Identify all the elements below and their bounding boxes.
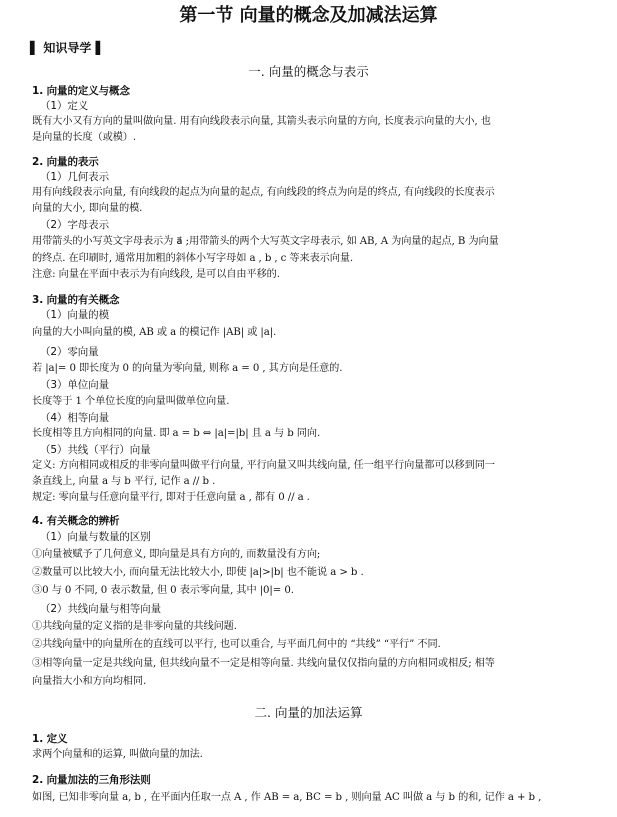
paragraph-line: 既有大小又有方向的量叫做向量. 用有向线段表示向量, 其箭头表示向量的方向, 长度表示向量的大小, 也	[32, 116, 491, 127]
subheading: （1）向量的模	[40, 309, 109, 321]
subheading: （3）单位向量	[40, 379, 109, 391]
heading-2: 2. 向量的表示	[32, 156, 99, 168]
paragraph-line: 向量的大小, 即向量的模.	[32, 203, 143, 214]
paragraph-line: ①共线向量的定义指的是非零向量的共线问题.	[32, 621, 237, 632]
subheading: （2）共线向量与相等向量	[40, 603, 161, 615]
paragraph-line: 若 |a|= 0 即长度为 0 的向量为零向量, 则称 a = 0 , 其方向是任意的.	[32, 363, 343, 374]
paragraph-line: 用带箭头的小写英文字母表示为 a⃗ ;用带箭头的两个大写英文字母表示, 如 AB, A 为向量的起点, B 为向量	[32, 236, 499, 247]
heading-1: 1. 向量的定义与概念	[32, 85, 130, 97]
subheading: （1）几何表示	[40, 171, 109, 183]
paragraph-line: 用有向线段表示向量, 有向线段的起点为向量的起点, 有向线段的终点为向是的终点, 有向线段的长度表示	[32, 187, 495, 198]
knowledge-guide-label: ▌ 知识导学 ▌	[30, 41, 105, 55]
paragraph-line: 的终点. 在印刷时, 通常用加粗的斜体小写字母如 a , b , c 等来表示向量.	[32, 253, 354, 264]
paragraph-line: 向量的大小叫向量的模, AB 或 a 的模记作 |AB| 或 |a|.	[32, 327, 277, 338]
paragraph-line: 条直线上, 向量 a 与 b 平行, 记作 a // b .	[32, 476, 216, 487]
note-line: 注意: 向量在平面中表示为有向线段, 是可以自由平移的.	[32, 269, 280, 280]
heading-3: 3. 向量的有关概念	[32, 294, 120, 306]
section-heading-2: 二. 向量的加法运算	[254, 705, 363, 720]
subheading: （2）字母表示	[40, 219, 109, 231]
paragraph-line: 是向量的长度（或模）.	[32, 132, 137, 143]
heading-1: 1. 定义	[32, 733, 68, 745]
paragraph-line: ②数量可以比较大小, 而向量无法比较大小, 即使 |a|>|b| 也不能说 a > b .	[32, 567, 364, 578]
paragraph-line: 长度相等且方向相同的向量. 即 a = b ⇔ |a|=|b| 且 a 与 b 同向.	[32, 428, 321, 439]
page-title: 第一节 向量的概念及加减法运算	[179, 5, 438, 26]
paragraph-line: ①向量被赋予了几何意义, 即向量是具有方向的, 而数量没有方向;	[32, 549, 321, 560]
heading-2: 2. 向量加法的三角形法则	[32, 774, 151, 786]
subheading: （4）相等向量	[40, 412, 109, 424]
heading-4: 4. 有关概念的辨析	[32, 515, 120, 527]
paragraph-line: 求两个向量和的运算, 叫做向量的加法.	[32, 749, 203, 760]
section-heading-1: 一. 向量的概念与表示	[248, 64, 369, 79]
rule-line: 规定: 零向量与任意向量平行, 即对于任意向量 a , 都有 0 // a .	[32, 492, 310, 503]
subheading: （2）零向量	[40, 346, 99, 358]
paragraph-line: 如图, 已知非零向量 a, b , 在平面内任取一点 A , 作 AB = a, BC = b , 则向量 AC 叫做 a 与 b 的和, 记作 a + b ,	[32, 792, 542, 803]
paragraph-line: ③0 与 0 不同, 0 表示数量, 但 0 表示零向量, 其中 |0|= 0.	[32, 585, 294, 596]
subheading: （1）向量与数量的区别	[40, 531, 151, 543]
paragraph-line: ②共线向量中的向量所在的直线可以平行, 也可以重合, 与平面几何中的 “共线” “平行” 不同.	[32, 639, 441, 650]
subheading: （5）共线（平行）向量	[40, 444, 151, 456]
paragraph-line: ③相等向量一定是共线向量, 但共线向量不一定是相等向量. 共线向量仅仅指向量的方向相同或相反; 相等	[32, 658, 495, 669]
subheading: （1）定义	[40, 100, 89, 112]
paragraph-line: 向量指大小和方向均相同.	[32, 676, 147, 687]
paragraph-line: 定义: 方向相同或相反的非零向量叫做平行向量, 平行向量又叫共线向量, 任一组平行向量都可以移到同一	[32, 460, 495, 471]
paragraph-line: 长度等于 1 个单位长度的向量叫做单位向量.	[32, 396, 230, 407]
